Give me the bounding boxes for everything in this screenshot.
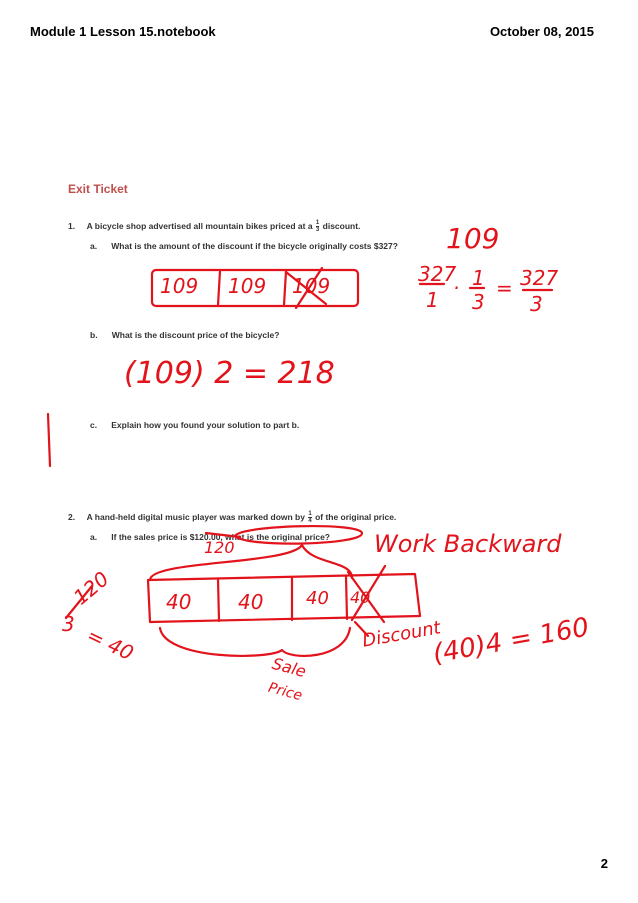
- q1a-work-den-2: 3: [472, 290, 485, 314]
- q2-corrected-price: 120: [204, 538, 235, 557]
- q1c-text: Explain how you found your solution to part b.: [111, 420, 300, 430]
- q2-top-brace: [150, 545, 352, 580]
- q1a-text: What is the amount of the discount if the bicycle originally costs $327?: [111, 241, 398, 251]
- q2-box-4: 40: [350, 588, 371, 607]
- q2-side-result: = 40: [83, 622, 138, 666]
- q1a-work-equals: =: [496, 276, 513, 300]
- q2-sale-label-1: Sale: [270, 653, 309, 682]
- q1b-answer: (109) 2 = 218: [124, 356, 335, 391]
- q2-bottom-brace: [160, 628, 350, 656]
- q1b-label: b.: [90, 330, 98, 340]
- q1a-answer: 109: [446, 222, 500, 255]
- q1a-box-2: 109: [228, 274, 267, 298]
- q2-side-den: 3: [62, 612, 75, 636]
- q1a-work-num-1: 327: [418, 262, 457, 286]
- q1a-work-den-1: 1: [426, 288, 439, 312]
- q2-box-1: 40: [166, 590, 192, 614]
- document-title: Module 1 Lesson 15.notebook: [30, 24, 216, 39]
- q1a-work-dot: ·: [453, 276, 460, 300]
- q1-text-after: discount.: [322, 220, 361, 231]
- q1a-divider-2: [284, 271, 286, 305]
- q1a-work-num-2: 1: [472, 266, 485, 290]
- q1-fraction: $\frac{1}{3}$: [315, 220, 320, 233]
- q1a-work-num-3: 327: [520, 266, 559, 290]
- q1a-box-3: 109: [292, 274, 331, 298]
- q1b-text: What is the discount price of the bicycle?: [111, 330, 280, 340]
- q2-divider-3: [346, 576, 347, 619]
- q2-ellipse: [235, 526, 362, 544]
- q2-divider-1: [218, 579, 219, 621]
- q1a-divider-1: [218, 271, 220, 305]
- q2-text-after: of the original price.: [315, 511, 397, 522]
- page-number: 2: [600, 856, 608, 871]
- q2a-text-2: , what is the original price?: [220, 532, 330, 542]
- q1c-label: c.: [90, 420, 98, 430]
- q2-note: Work Backward: [374, 530, 562, 558]
- q2-sale-label-2: Price: [266, 679, 304, 705]
- margin-mark: [48, 414, 50, 466]
- q2a-text-1: If the sales price is $: [111, 532, 195, 542]
- q2-fraction: $\frac{1}{4}$: [308, 511, 312, 524]
- q1a-box-1: 109: [160, 274, 199, 298]
- q2-answer: (40)4 = 160: [430, 612, 592, 670]
- q1-number: 1.: [68, 220, 76, 231]
- q1a-work-den-3: 3: [530, 292, 543, 316]
- q2-discount-label: Discount: [360, 617, 443, 652]
- q2-box-2: 40: [238, 590, 264, 614]
- q1a-label: a.: [90, 241, 98, 251]
- q2a-label: a.: [90, 532, 98, 542]
- document-date: October 08, 2015: [489, 24, 594, 39]
- q1-text-before: A bicycle shop advertised all mountain bikes priced at a: [86, 220, 313, 231]
- q2-box-3: 40: [306, 588, 329, 609]
- q2-text-before: A hand-held digital music player was marked down by: [86, 511, 305, 522]
- q2-side-num: 120: [68, 566, 114, 610]
- q2-number: 2.: [68, 511, 76, 522]
- worksheet-title: Exit Ticket: [68, 182, 128, 196]
- q2a-struck-price: 120.00: [194, 532, 221, 542]
